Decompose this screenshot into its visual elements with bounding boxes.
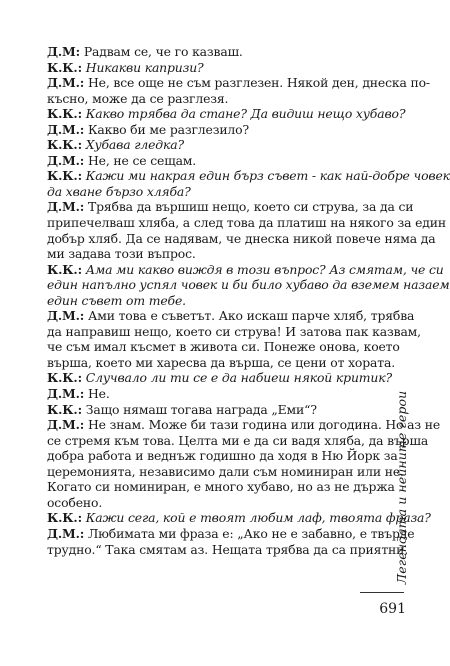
speaker-label: К.К.: xyxy=(47,168,82,184)
speaker-label: Д.М.: xyxy=(47,152,85,168)
line-text: върша, което ми харесва да върша, се цени от хората. xyxy=(47,354,395,370)
speaker-label: К.К.: xyxy=(47,59,82,75)
text-line xyxy=(47,75,430,91)
line-text: добра работа и веднъж годишно да ходя в Ню Йорк за xyxy=(47,448,398,464)
side-title-text: Легендата и нейните герои xyxy=(394,390,410,585)
text-line xyxy=(47,386,391,402)
text-line xyxy=(47,122,391,138)
text-line xyxy=(47,432,429,449)
text-line xyxy=(47,230,436,247)
line-text: Случвало ли ти се е да набиеш някой критик? xyxy=(82,370,392,386)
line-text: особено. xyxy=(47,494,103,510)
line-text: Когато си номиниран, е много хубаво, но аз не държа xyxy=(47,479,395,495)
text-line xyxy=(47,168,450,184)
running-side-title xyxy=(392,380,412,595)
text-line xyxy=(47,153,391,169)
text-line xyxy=(47,60,391,76)
line-text: Ами това е съветът. Ако искаш парче хляб, трябва xyxy=(84,308,415,324)
speaker-label: Д.М: xyxy=(47,44,81,59)
line-text: ми задава този въпрос. xyxy=(47,246,196,262)
speaker-label: К.К.: xyxy=(47,261,82,277)
line-text: да направиш нещо, което си струва! И затова пак казвам, xyxy=(47,323,421,339)
speaker-label: К.К.: xyxy=(47,137,82,153)
text-line xyxy=(47,293,391,309)
text-line xyxy=(47,261,444,278)
line-text: Никакви капризи? xyxy=(82,59,204,75)
text-line xyxy=(47,339,400,355)
line-text: един съвет от тебе. xyxy=(47,292,186,308)
text-line xyxy=(47,495,391,511)
text-line xyxy=(47,354,395,371)
line-text: един напълно успял човек и би било хубаво да вземем назаем xyxy=(47,277,450,293)
line-text: Не знам. Може би тази година или догодина. Но аз не xyxy=(84,417,441,433)
text-line xyxy=(47,370,391,386)
text-line xyxy=(47,510,431,526)
speaker-label: Д.М.: xyxy=(47,308,85,324)
text-line xyxy=(47,463,404,480)
line-text: Защо нямаш тогава награда „Еми“? xyxy=(82,401,317,417)
line-text: да хване бързо хляба? xyxy=(47,183,191,199)
text-line xyxy=(47,137,391,153)
speaker-label: Д.М.: xyxy=(47,75,85,91)
line-text: церемонията, независимо дали съм номиниран или не. xyxy=(47,463,404,479)
text-line xyxy=(47,541,409,558)
line-text: Кажи ми накрая един бърз съвет - как най-добре човек xyxy=(82,168,450,184)
line-text: Не, не се сещам. xyxy=(84,152,197,168)
text-line xyxy=(47,106,406,122)
text-line xyxy=(47,402,391,418)
line-text: късно, може да се разглезя. xyxy=(47,90,229,106)
text-line xyxy=(47,448,398,464)
line-text: Не, все още не съм разглезен. Някой ден, днеска по- xyxy=(84,75,430,91)
text-line xyxy=(47,417,441,433)
text-line xyxy=(47,91,391,107)
speaker-label: Д.М.: xyxy=(47,199,85,215)
text-line xyxy=(47,44,391,60)
line-text: Какво би ме разглезило? xyxy=(84,121,249,137)
line-text: Трябва да вършиш нещо, което си струва, за да си xyxy=(84,199,414,215)
speaker-label: К.К.: xyxy=(47,510,82,526)
line-text: Не. xyxy=(84,386,110,402)
text-line xyxy=(47,246,391,262)
line-text: Любимата ми фраза е: „Ако не е забавно, е твърде xyxy=(84,525,415,541)
speaker-label: Д.М.: xyxy=(47,417,85,433)
line-text: Хубава гледка? xyxy=(82,137,184,153)
line-text: се стремя към това. Целта ми е да си вадя хляба, да върша xyxy=(47,432,429,448)
line-text: Кажи сега, кой е твоят любим лаф, твоята фраза? xyxy=(82,510,431,526)
line-text: че съм имал късмет в живота си. Понеже онова, което xyxy=(47,339,400,355)
speaker-label: К.К.: xyxy=(47,106,82,122)
text-line xyxy=(47,479,395,495)
footer-rule xyxy=(360,592,404,593)
line-text: Радвам се, че го казваш. xyxy=(80,44,243,59)
text-line xyxy=(47,323,421,340)
line-text: Ама ми какво виждя в този въпрос? Аз смятам, че си xyxy=(82,261,444,277)
speaker-label: К.К.: xyxy=(47,401,82,417)
speaker-label: Д.М.: xyxy=(47,525,85,541)
text-line xyxy=(47,525,415,542)
line-text: добър хляб. Да се надявам, че днеска никой повече няма да xyxy=(47,230,436,246)
line-text: трудно.“ Така смятам аз. Нещата трябва да са приятни, xyxy=(47,541,409,557)
text-line xyxy=(47,215,446,231)
text-line xyxy=(47,199,414,215)
speaker-label: Д.М.: xyxy=(47,121,85,137)
speaker-label: К.К.: xyxy=(47,370,82,386)
line-text: припечелваш хляба, а след това да платиш на някого за един xyxy=(47,215,446,231)
text-line xyxy=(47,308,415,324)
text-line xyxy=(47,184,391,200)
page-number: 691 xyxy=(379,601,406,617)
text-line xyxy=(47,277,450,293)
line-text: Какво трябва да стане? Да видиш нещо хубаво? xyxy=(82,106,406,122)
speaker-label: Д.М.: xyxy=(47,386,85,402)
